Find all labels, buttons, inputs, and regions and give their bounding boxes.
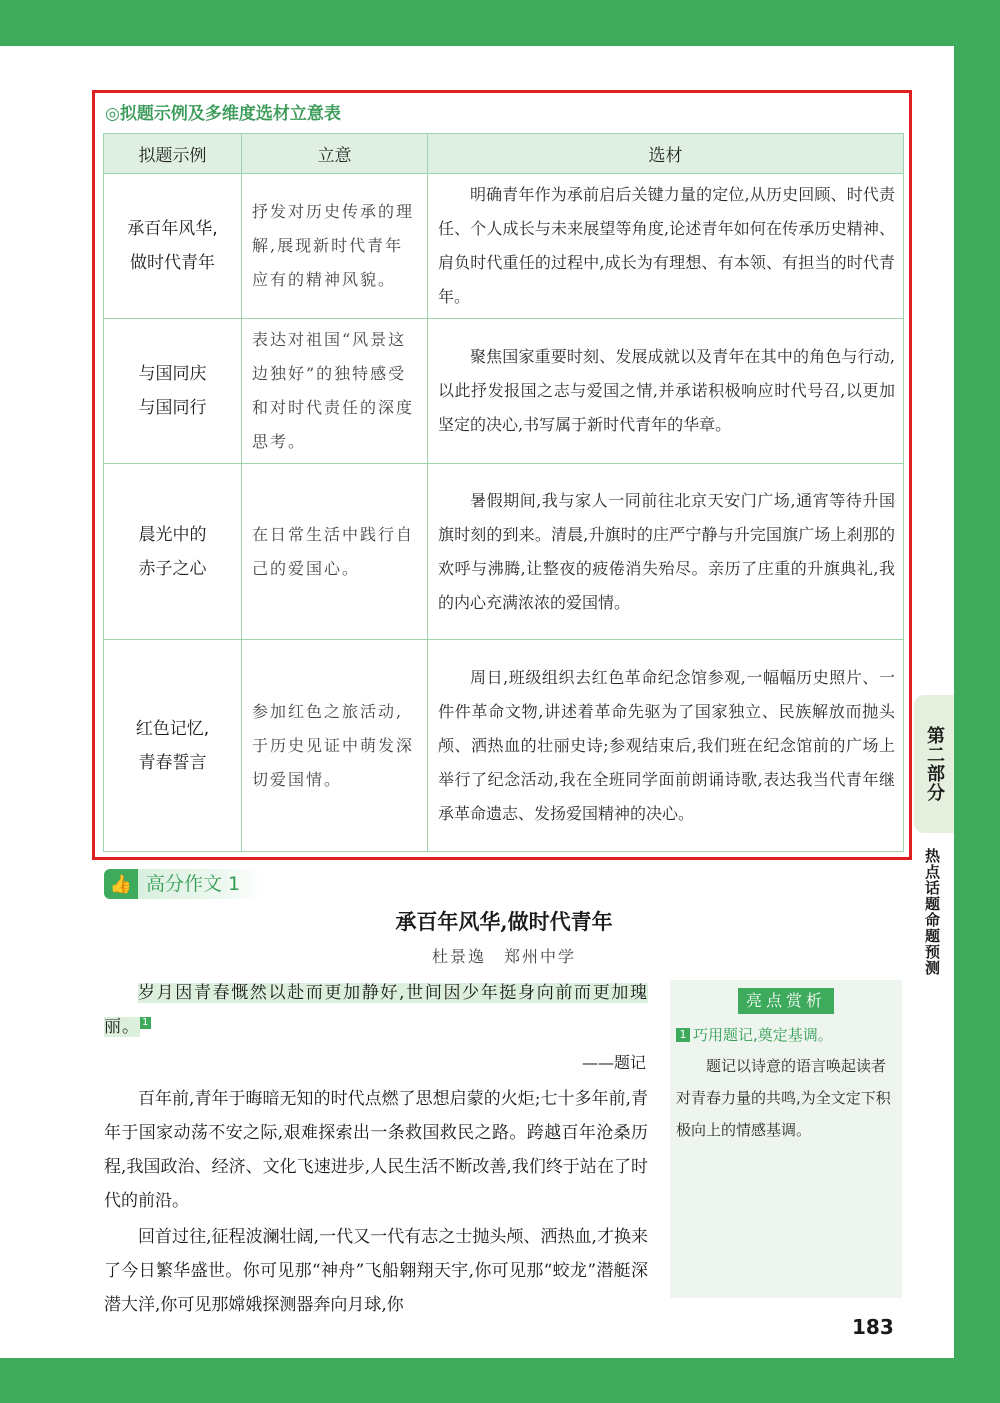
note-subtitle: 巧用题记,奠定基调。 xyxy=(693,1026,833,1044)
essay-badge-label: 高分作文 1 xyxy=(138,869,262,899)
table-row xyxy=(104,319,904,464)
essay-badge xyxy=(104,868,262,900)
row-material: 聚焦国家重要时刻、发展成就以及青年在其中的角色与行动,以此抒发报国之志与爱国之情,并承诺积极响应时代号召,以更加坚定的决心,书写属于新时代青年的华章。 xyxy=(428,319,904,464)
page-number: 183 xyxy=(852,1315,894,1339)
section-subtitle: 热点话题命题预测 xyxy=(923,848,941,976)
topic-table-section xyxy=(92,90,912,860)
essay-paragraph: 回首过往,征程波澜壮阔,一代又一代有志之士抛头颅、洒热血,才换来了今日繁华盛世。你可见那“神舟”飞船翱翔天宇,你可见那“蛟龙”潜艇深潜大洋,你可见那嫦娥探测器奔向月球,你 xyxy=(104,1227,648,1315)
essay-body xyxy=(104,976,648,1322)
essay-author: 杜景逸 xyxy=(431,947,486,966)
highlight-note xyxy=(670,980,902,1298)
note-heading: 亮点赏析 xyxy=(738,988,834,1014)
row-theme: 表达对祖国“风景这边独好”的独特感受和对时代责任的深度思考。 xyxy=(242,319,428,464)
epigraph-attribution: ——题记 xyxy=(581,1053,646,1072)
row-material: 明确青年作为承前启后关键力量的定位,从历史回顾、时代责任、个人成长与未来展望等角度,论述青年如何在传承历史精神、肩负时代重任的过程中,成长为有理想、有本领、有担当的时代青年。 xyxy=(428,174,904,319)
row-title: 红色记忆, 青春誓言 xyxy=(104,640,242,852)
section-tab[interactable] xyxy=(914,695,954,833)
section-tab-label: 第二部分 xyxy=(924,726,945,802)
row-material: 暑假期间,我与家人一同前往北京天安门广场,通宵等待升国旗时刻的到来。清晨,升旗时的庄严宁静与升完国旗广场上刹那的欢呼与沸腾,让整夜的疲倦消失殆尽。亲历了庄重的升旗典礼,我的内心充满浓浓的爱国情。 xyxy=(428,464,904,640)
row-title: 承百年风华, 做时代青年 xyxy=(104,174,242,319)
thumbs-up-icon: 👍 xyxy=(104,869,138,899)
essay-title: 承百年风华,做时代青年 xyxy=(395,909,613,934)
note-text: 题记以诗意的语言唤起读者对青春力量的共鸣,为全文定下积极向上的情感基调。 xyxy=(676,1057,891,1139)
row-theme: 参加红色之旅活动,于历史见证中萌发深切爱国情。 xyxy=(242,640,428,852)
epigraph: 岁月因青春慨然以赴而更加静好,世间因少年挺身向前而更加瑰丽。 xyxy=(104,983,648,1037)
essay-byline xyxy=(104,944,904,967)
topic-table xyxy=(103,133,904,852)
header-theme: 立意 xyxy=(242,134,428,174)
table-row xyxy=(104,174,904,319)
table-row xyxy=(104,464,904,640)
row-title: 与国同庆 与国同行 xyxy=(104,319,242,464)
essay-paragraph: 百年前,青年于晦暗无知的时代点燃了思想启蒙的火炬;七十多年前,青年于国家动荡不安之际,艰难探索出一条救国救民之路。跨越百年沧桑历程,我国政治、经济、文化飞速进步,人民生活不断改善,我们终于站在了时代的前沿。 xyxy=(104,1089,648,1211)
table-header-row xyxy=(104,134,904,174)
header-material: 选材 xyxy=(428,134,904,174)
header-title: 拟题示例 xyxy=(104,134,242,174)
row-material: 周日,班级组织去红色革命纪念馆参观,一幅幅历史照片、一件件革命文物,讲述着革命先驱为了国家独立、民族解放而抛头颅、洒热血的壮丽史诗;参观结束后,我们班在纪念馆前的广场上举行了纪念活动,我在全班同学面前朗诵诗歌,表达我当代青年继承革命遗志、发扬爱国精神的决心。 xyxy=(428,640,904,852)
row-title: 晨光中的 赤子之心 xyxy=(104,464,242,640)
row-theme: 在日常生活中践行自己的爱国心。 xyxy=(242,464,428,640)
row-theme: 抒发对历史传承的理解,展现新时代青年应有的精神风貌。 xyxy=(242,174,428,319)
note-number: 1 xyxy=(676,1028,690,1042)
note-subtitle-row xyxy=(676,1022,896,1048)
annotation-marker[interactable]: 1 xyxy=(142,1017,150,1029)
essay-school: 郑州中学 xyxy=(504,947,577,966)
table-title: ◎拟题示例及多维度选材立意表 xyxy=(105,104,341,124)
epigraph-block xyxy=(104,976,648,1044)
table-row xyxy=(104,640,904,852)
